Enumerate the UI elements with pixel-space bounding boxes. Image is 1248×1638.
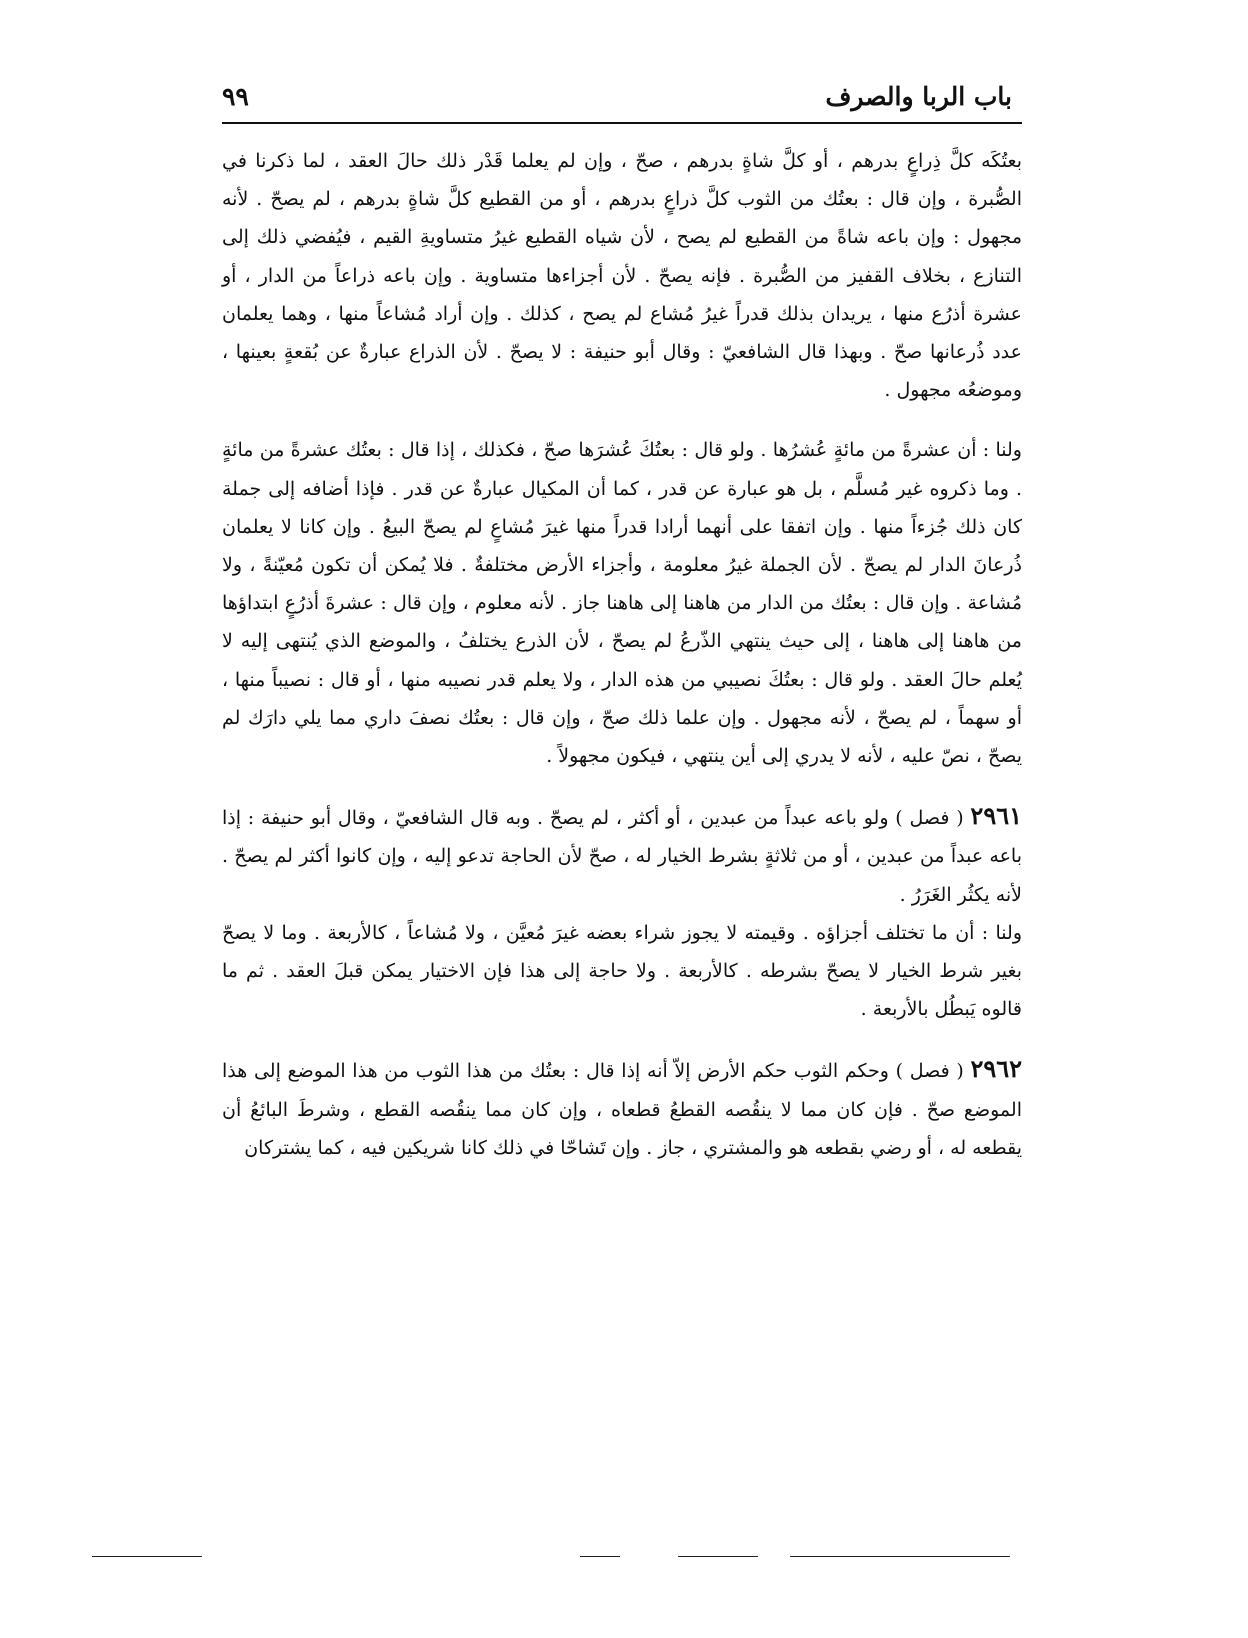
paragraph-text: ( فصل ) وحكم الثوب حكم الأرض إلاّ أنه إذا قال : بعتُك من هذا الثوب من هذا الموضع إلى هذا الموضع صحّ . فإن كان مما لا ينقُصه القطعُ قطعاه ، وإن كان مما ينقُصه القطع ، وشرطَ البائعُ أن يقطعه له ، أو رضي بقطعه هو والمشتري ، جاز . وإن تَشاحّا في ذلك كانا شريكين فيه ، كما يشتركان [222, 1060, 1022, 1159]
paragraph-text: ( فصل ) ولو باعه عبداً من عبدين ، أو أكثر ، لم يصحّ . وبه قال الشافعيّ ، وقال أبو حنيفة : إذا باعه عبداً من عبدين ، أو من ثلاثةٍ بشرط الخيار له ، صحّ لأن الحاجة تدعو إليه ، وإن كانوا أكثر لم يصحّ . لأنه يكثُر الغَرَرُ . [222, 807, 1022, 906]
paragraph-2961 [222, 797, 1022, 914]
paragraph-text: ولنا : أن عشرةً من مائةٍ عُشرُها . ولو قال : بعتُكَ عُشرَها صحّ ، فكذلك ، إذا قال : بعتُك عشرةً من مائةٍ . وما ذكروه غير مُسلَّم ، بل هو عبارة عن قدر ، كما أن المكيال عبارةٌ عن قدر . فإذا أضافه إلى جملة كان ذلك جُزءاً منها . وإن اتفقا على أنهما أرادا قدراً منها غيرَ مُشاعٍ لم يصحّ البيعُ . وإن كانا لا يعلمان ذُرعانَ الدار لم يصحّ . لأن الجملة غيرُ معلومة ، وأجزاء الأرض مختلفةٌ . فلا يُمكن أن تكون مُعيّنةً ، ولا مُشاعة . وإن قال : بعتُك من الدار من هاهنا إلى هاهنا جاز . لأنه معلوم ، وإن قال : عشرةَ أذرُعٍ ابتداؤها من هاهنا إلى هاهنا ، إلى حيث ينتهي الذّرعُ لم يصحّ ، لأن الذرع يختلفُ ، والموضع الذي يُنتهى إليه لا يُعلم حالَ العقد . ولو قال : بعتُكَ نصيبي من هذه الدار ، ولا يعلم قدر نصيبه منها ، أو قال : نصيباً منها ، أو سهماً ، لم يصحّ ، لأنه مجهول . وإن علما ذلك صحّ ، وإن قال : بعتُك نصفَ داري مما يلي دارَك لم يصحّ ، نصّ عليه ، لأنه لا يدري إلى أين ينتهي ، فيكون مجهولاً . [222, 439, 1022, 768]
page-number: ٩٩ [222, 81, 249, 111]
paragraph-2 [222, 431, 1022, 775]
paragraph-text: بعتُكَه كلَّ ذِراعٍ بدرهم ، أو كلَّ شاةٍ بدرهم ، صحّ ، وإن لم يعلما قَدْر ذلك حالَ العقد ، لما ذكرنا في الصُّبرة ، وإن قال : بعتُك من الثوب كلَّ ذراعٍ بدرهم ، أو من القطيع كلَّ شاةٍ بدرهم ، لم يصحّ . لأنه مجهول : وإن باعه شاةً من القطيع لم يصح ، لأن شياه القطيع غيرُ متساويةِ القيم ، فيُفضي ذلك إلى التنازع ، بخلاف القفيز من الصُّبرة . فإنه يصحّ . لأن أجزاءها متساوية . وإن باعه ذراعاً من الدار ، أو عشرة أذرُع منها ، يريدان بذلك قدراً غيرُ مُشاع لم يصح ، كذلك . وإن أراد مُشاعاً منها ، وهما يعلمان عدد ذُرعانها صحّ . وبهذا قال الشافعيّ : وقال أبو حنيفة : لا يصحّ . لأن الذراع عبارةٌ عن بُقعةٍ بعينها ، وموضعُه مجهول . [222, 150, 1022, 402]
footer-rule-mid-1 [580, 1556, 620, 1557]
paragraph-1 [222, 142, 1022, 409]
chapter-title: باب الربا والصرف [825, 81, 1012, 111]
running-head [222, 76, 1012, 116]
paragraph-4 [222, 914, 1022, 1029]
paragraph-2962 [222, 1050, 1022, 1167]
section-number: ٢٩٦١ [970, 801, 1022, 831]
section-number: ٢٩٦٢ [970, 1054, 1022, 1084]
footer-rule-left [92, 1556, 202, 1557]
page-body [222, 142, 1022, 1167]
paragraph-text: ولنا : أن ما تختلف أجزاؤه . وقيمته لا يجوز شراء بعضه غيرَ مُعيَّن ، ولا مُشاعاً ، كالأربعة . وما لا يصحّ بغير شرط الخيار لا يصحّ بشرطه . كالأربعة . ولا حاجة إلى هذا فإن الاختيار يمكن قبلَ العقد . ثم ما قالوه يَبطُل بالأربعة . [222, 921, 1022, 1021]
footer-rule-mid-2 [678, 1556, 758, 1557]
footer-rule-right [790, 1556, 1010, 1557]
header-rule [222, 122, 1022, 124]
